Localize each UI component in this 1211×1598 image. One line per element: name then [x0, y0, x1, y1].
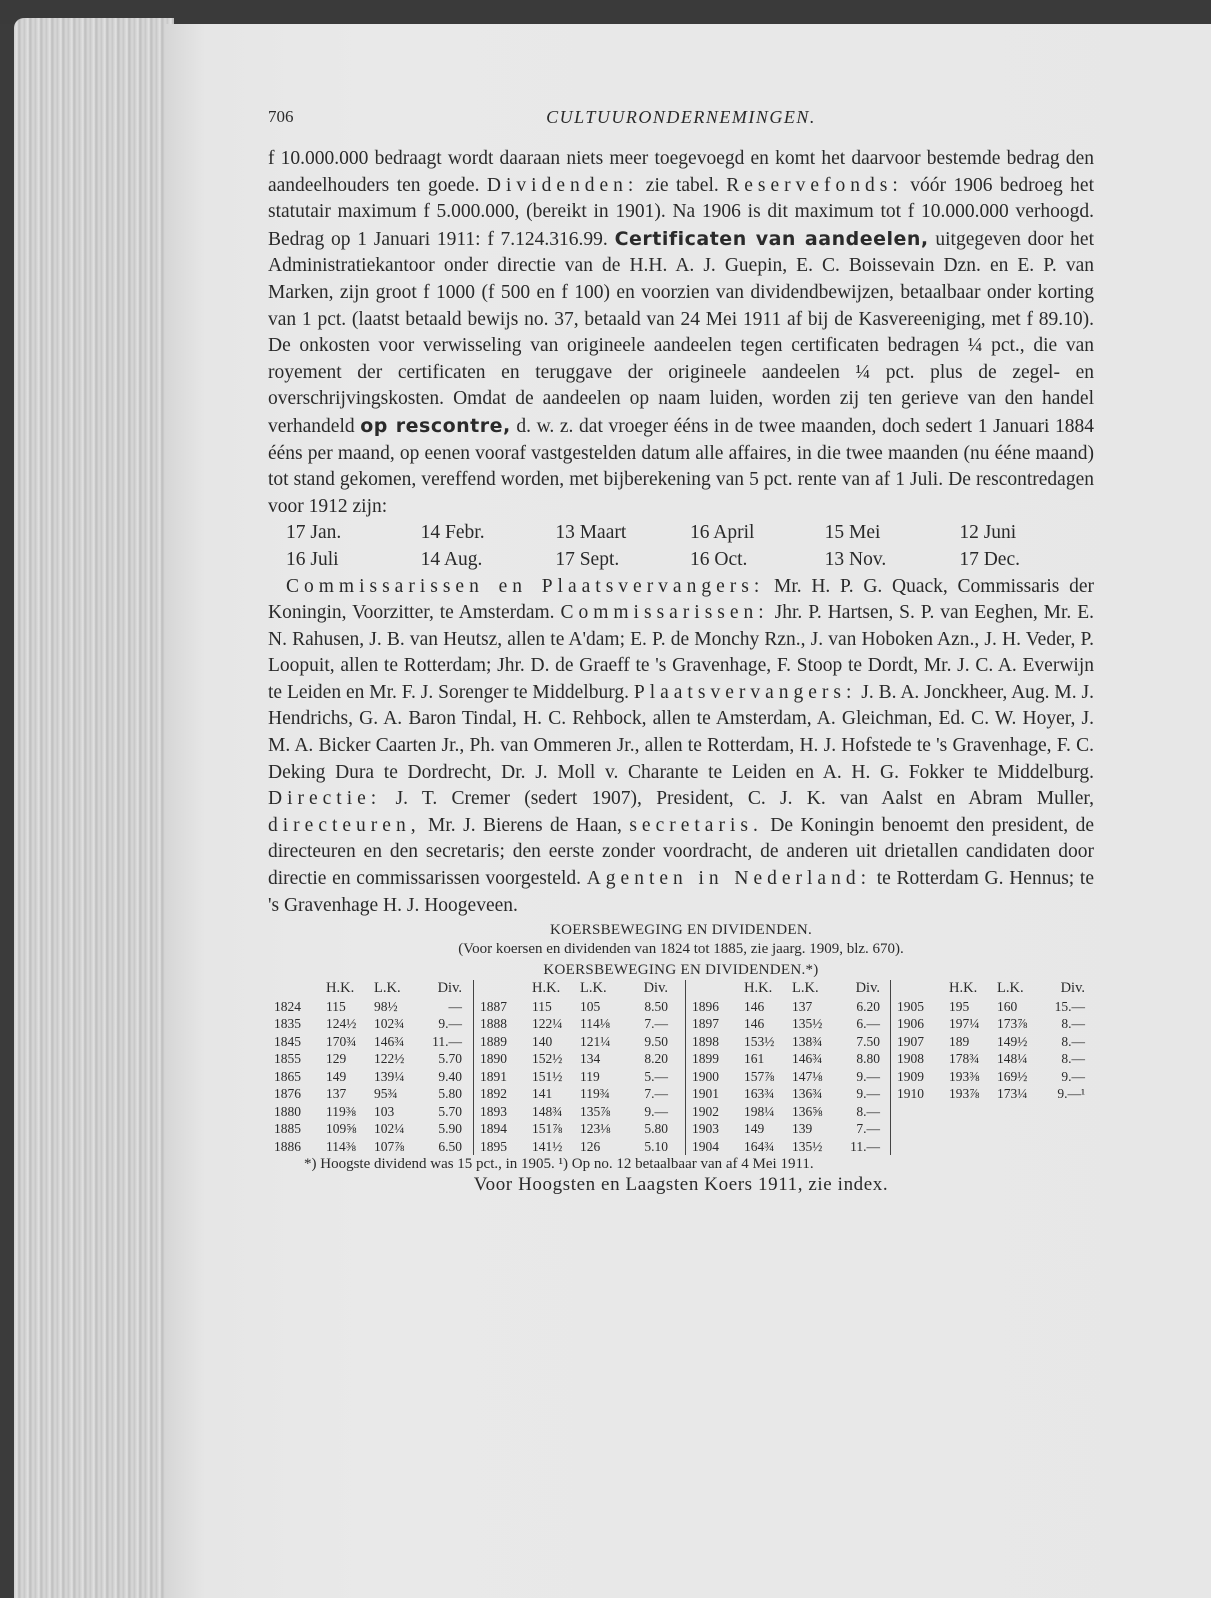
- table-row: [692, 1120, 884, 1138]
- high-price-cell: 115: [532, 998, 552, 1014]
- high-price-cell: 149: [326, 1068, 347, 1084]
- table-row: [274, 1068, 467, 1086]
- label-dividenden: Dividenden:: [486, 174, 639, 196]
- year-cell: 1900: [692, 1068, 719, 1084]
- table-header-cell: H.K.: [744, 980, 773, 997]
- label-reservefonds: Reservefonds:: [726, 174, 903, 196]
- low-price-cell: 148¼: [997, 1051, 1028, 1067]
- year-cell: 1899: [692, 1051, 719, 1067]
- low-price-cell: 139: [792, 1121, 813, 1137]
- rescontre-date: 14 Aug.: [420, 548, 483, 570]
- rescontre-date: 16 April: [690, 522, 755, 544]
- high-price-cell: 148¾: [532, 1103, 563, 1119]
- dividend-cell: 9.—: [856, 1068, 880, 1084]
- table-header-cell: L.K.: [792, 980, 819, 997]
- table-header-cell: Div.: [855, 980, 880, 997]
- table-subtitle: (Voor koersen en dividenden van 1824 tot 1885, zie jaarg. 1909, blz. 670).: [458, 941, 904, 958]
- table-row: [480, 1085, 679, 1103]
- table-row: [692, 998, 884, 1016]
- year-cell: 1889: [480, 1033, 507, 1049]
- low-price-cell: 149½: [997, 1033, 1028, 1049]
- dividend-cell: 5.70: [438, 1051, 462, 1067]
- table-header-row: [480, 980, 679, 998]
- low-price-cell: 136¾: [792, 1086, 823, 1102]
- table-column-block: [890, 980, 1094, 1155]
- rescontre-date: 17 Jan.: [286, 522, 342, 544]
- low-price-cell: 107⅞: [374, 1138, 405, 1154]
- low-price-cell: 102¼: [374, 1121, 405, 1137]
- table-row: [480, 1138, 679, 1156]
- low-price-cell: 169½: [997, 1068, 1028, 1084]
- low-price-cell: 147⅛: [792, 1068, 823, 1084]
- table-row: [274, 1085, 467, 1103]
- text-span: J. B. A. Jonckheer, Aug. M. J. Hendrichs, G. A. Baron Tindal, H. C. Rehbock, allen te Amsterdam, A. Gleichman, Ed. C. W. Hoyer, J. M. A. Bicker Caarten Jr., Ph. van Ommeren Jr., allen te Rotterdam, H. J. Hofstede te 's Gravenhage, F. C. Deking Dura te Dordrecht, Dr. J. Moll v. Charante te Leiden en A. H. G. Fokker te Middelburg.: [268, 681, 1094, 783]
- rescontre-date: 13 Maart: [555, 522, 627, 544]
- table-header-cell: [274, 980, 326, 998]
- dividend-cell: 6.—: [856, 1016, 880, 1032]
- year-cell: 1909: [897, 1068, 924, 1084]
- high-price-cell: 193⅜: [949, 1068, 980, 1084]
- year-cell: 1902: [692, 1103, 719, 1119]
- dividend-cell: 5.90: [438, 1121, 462, 1137]
- dividend-cell: 9.40: [438, 1068, 462, 1084]
- year-cell: 1892: [480, 1086, 507, 1102]
- high-price-cell: 115: [326, 998, 346, 1014]
- price-dividend-table: [268, 980, 1094, 1155]
- table-row: [274, 998, 467, 1016]
- year-cell: 1903: [692, 1121, 719, 1137]
- book-page-edges: [14, 18, 174, 1598]
- rescontre-date: 13 Nov.: [824, 548, 887, 570]
- label-certificaten: Certificaten van aandeelen,: [614, 227, 929, 250]
- low-price-cell: 119: [580, 1068, 600, 1084]
- dividend-cell: 7.—: [644, 1016, 668, 1032]
- dividend-cell: 5.10: [644, 1138, 668, 1154]
- high-price-cell: 141½: [532, 1138, 563, 1154]
- text-span: vóór 1906 bedroeg het statutair maximum f 5.000.000, (bereikt in 1901). Na 1906 is dit maximum tot f 10.000.000 verhoogd. Bedrag op 1 Januari 1911: f 7.124.316.99.: [268, 174, 1094, 250]
- year-cell: 1855: [274, 1051, 301, 1067]
- year-cell: 1888: [480, 1016, 507, 1032]
- low-price-cell: 135½: [792, 1016, 823, 1032]
- dividend-cell: 9.—: [438, 1016, 462, 1032]
- table-column-block: [685, 980, 890, 1155]
- high-price-cell: 122¼: [532, 1016, 563, 1032]
- rescontre-date: 12 Juni: [959, 522, 1017, 544]
- high-price-cell: 153½: [744, 1033, 775, 1049]
- low-price-cell: 146¾: [792, 1051, 823, 1067]
- high-price-cell: 163¾: [744, 1086, 775, 1102]
- low-price-cell: 122½: [374, 1051, 405, 1067]
- dividend-cell: 5.80: [644, 1121, 668, 1137]
- high-price-cell: 151½: [532, 1068, 563, 1084]
- dividend-cell: 9.—: [644, 1103, 668, 1119]
- rescontre-date: 16 Oct.: [690, 548, 748, 570]
- high-price-cell: 161: [744, 1051, 765, 1067]
- dividend-cell: 11.—: [850, 1138, 880, 1154]
- rescontre-date: 14 Febr.: [420, 522, 485, 544]
- high-price-cell: 164¾: [744, 1138, 775, 1154]
- table-title: KOERSBEWEGING EN DIVIDENDEN.: [549, 922, 813, 939]
- high-price-cell: 109⅝: [326, 1121, 357, 1137]
- dividend-cell: 8.—: [1061, 1033, 1085, 1049]
- year-cell: 1893: [480, 1103, 507, 1119]
- table-header-row: [897, 980, 1088, 998]
- low-price-cell: 95¾: [374, 1086, 398, 1102]
- table-header-cell: L.K.: [997, 980, 1024, 997]
- table-row: [480, 1050, 679, 1068]
- table-header-cell: [692, 980, 744, 998]
- low-price-cell: 173⅞: [997, 1016, 1028, 1032]
- text-span: Jhr. P. Hartsen, S. P. van Eeghen, Mr. E. N. Rahusen, J. B. van Heutsz, allen te A'dam; E. P. de Monchy Rzn., J. van Hoboken Azn., J. H. Veder, P. Loopuit, allen te Rotterdam; Jhr. D. de Graeff te 's Gravenhage, F. Stoop te Dordt, Mr. J. C. A. Everwijn te Leiden en Mr. F. J. Sorenger te Middelburg.: [268, 602, 1094, 703]
- dividend-cell: 8.80: [856, 1051, 880, 1067]
- table-row: [480, 1120, 679, 1138]
- text-span: De Koningin benoemt den president, de directeuren en den secretaris; den eerste zonder voordracht, de anderen uit drietallen candidaten door directie en commissarissen voorgesteld.: [268, 814, 1094, 890]
- table-row: [897, 1085, 1088, 1103]
- high-price-cell: 193⅞: [949, 1086, 980, 1102]
- text-span: zie tabel.: [638, 174, 727, 196]
- high-price-cell: 170¾: [326, 1033, 357, 1049]
- table-row: [692, 1015, 884, 1033]
- high-price-cell: 198¼: [744, 1103, 775, 1119]
- table-header-cell: H.K.: [949, 980, 978, 997]
- label-plaatsvervangers: Plaatsvervangers:: [633, 681, 857, 703]
- table-row: [692, 1033, 884, 1051]
- table-row: [897, 998, 1088, 1016]
- table-row: [692, 1068, 884, 1086]
- dividend-cell: 8.20: [644, 1051, 668, 1067]
- high-price-cell: 146: [744, 1016, 765, 1032]
- high-price-cell: 197¼: [949, 1016, 980, 1032]
- label-directie: Directie:: [268, 788, 382, 810]
- table-header-cell: Div.: [1060, 980, 1085, 997]
- text-span: te Rotterdam G. Hennus; te 's Gravenhage H. J. Hoogeveen.: [268, 868, 1094, 916]
- year-cell: 1904: [692, 1138, 719, 1154]
- table-header-cell: L.K.: [374, 980, 401, 997]
- year-cell: 1885: [274, 1121, 301, 1137]
- table-inner-title: KOERSBEWEGING EN DIVIDENDEN.*): [543, 962, 819, 979]
- low-price-cell: 102¾: [374, 1016, 405, 1032]
- table-row: [480, 1033, 679, 1051]
- table-row: [480, 998, 679, 1016]
- high-price-cell: 149: [744, 1121, 765, 1137]
- high-price-cell: 157⅞: [744, 1068, 775, 1084]
- low-price-cell: 146¾: [374, 1033, 405, 1049]
- low-price-cell: 119¾: [580, 1086, 610, 1102]
- high-price-cell: 152½: [532, 1051, 563, 1067]
- text-span: uitgegeven door het Administratiekantoor onder directie van de H.H. A. J. Guepin, E. C. Boissevain Dzn. en E. P. van Marken, zijn groot f 1000 (f 500 en f 100) en voorzien van dividendbewijzen, betaalbaar onder korting van 1 pct. (laatst betaald bewijs no. 37, betaald van 24 Mei 1911 af bij de Kasvereeniging, met f 89.10). De onkosten voor verwisseling van origineele aandeelen tegen certificaten bedragen ¼ pct., die van royement der certificaten en teruggave der origineele aandeelen ¼ pct. plus de zegel- en overschrijvingskosten. Omdat de aandeelen op naam luiden, worden zij ten gerieve van den handel verhandeld: [268, 228, 1094, 437]
- high-price-cell: 195: [949, 998, 970, 1014]
- table-column-block: [268, 980, 473, 1155]
- year-cell: 1896: [692, 998, 719, 1014]
- year-cell: 1905: [897, 998, 924, 1014]
- dividend-cell: 7.—: [644, 1086, 668, 1102]
- index-reference: Voor Hoogsten en Laagsten Koers 1911, zie index.: [473, 1174, 889, 1196]
- dividend-cell: —: [448, 998, 462, 1014]
- low-price-cell: 121¼: [580, 1033, 611, 1049]
- table-row: [692, 1085, 884, 1103]
- text-span: f 10.000.000 bedraagt wordt daaraan niets meer toegevoegd en komt het daarvoor bestemde bedrag den aandeelhouders ten goede.: [268, 148, 1094, 196]
- dividend-cell: 8.50: [644, 998, 668, 1014]
- text-span: Mr. H. P. G. Quack, Commissaris der Koningin, Voorzitter, te Amsterdam.: [268, 575, 1094, 624]
- table-row: [274, 1015, 467, 1033]
- page-content: [268, 104, 1094, 1197]
- page-number: 706: [268, 107, 294, 126]
- table-row: [897, 1050, 1088, 1068]
- low-price-cell: 114⅛: [580, 1016, 610, 1032]
- dividend-cell: 9.50: [644, 1033, 668, 1049]
- year-cell: 1901: [692, 1086, 719, 1102]
- text-span: J. T. Cremer (sedert 1907), President, C. J. K. van Aalst en Abram Muller,: [381, 788, 1094, 810]
- table-row: [274, 1050, 467, 1068]
- label-commissarissen: Commissarissen:: [560, 602, 769, 624]
- dividend-cell: 9.—: [1061, 1068, 1085, 1084]
- year-cell: 1824: [274, 998, 301, 1014]
- high-price-cell: 119⅜: [326, 1103, 356, 1119]
- low-price-cell: 160: [997, 998, 1018, 1014]
- low-price-cell: 136⅝: [792, 1103, 823, 1119]
- table-header-cell: H.K.: [532, 980, 561, 997]
- table-row: [897, 1068, 1088, 1086]
- table-row: [274, 1120, 467, 1138]
- dividend-cell: 6.50: [438, 1138, 462, 1154]
- rescontre-date: 17 Dec.: [959, 548, 1020, 570]
- running-head: [268, 104, 1094, 134]
- table-row: [480, 1015, 679, 1033]
- year-cell: 1890: [480, 1051, 507, 1067]
- low-price-cell: 103: [374, 1103, 395, 1119]
- year-cell: 1910: [897, 1086, 924, 1102]
- dividend-cell: 5.80: [438, 1086, 462, 1102]
- dividend-cell: 9.—¹: [1057, 1086, 1085, 1102]
- year-cell: 1907: [897, 1033, 924, 1049]
- year-cell: 1894: [480, 1121, 507, 1137]
- label-commissarissen-plaatsvervangers: Commissarissen en Plaatsvervangers:: [286, 575, 765, 597]
- table-header-cell: H.K.: [326, 980, 355, 997]
- dividend-cell: 7.—: [856, 1121, 880, 1137]
- low-price-cell: 105: [580, 998, 601, 1014]
- table-header-cell: [480, 980, 532, 998]
- table-row: [274, 1138, 467, 1156]
- year-cell: 1906: [897, 1016, 924, 1032]
- rescontre-date: 17 Sept.: [555, 548, 620, 570]
- low-price-cell: 134: [580, 1051, 601, 1067]
- low-price-cell: 126: [580, 1138, 601, 1154]
- dividend-cell: 8.—: [856, 1103, 880, 1119]
- low-price-cell: 137: [792, 998, 813, 1014]
- dividend-cell: 5.70: [438, 1103, 462, 1119]
- low-price-cell: 173¼: [997, 1086, 1028, 1102]
- high-price-cell: 178¾: [949, 1051, 980, 1067]
- low-price-cell: 135½: [792, 1138, 823, 1154]
- rescontre-date: 15 Mei: [824, 522, 881, 544]
- table-header-row: [692, 980, 884, 998]
- high-price-cell: 114⅜: [326, 1138, 356, 1154]
- paragraph-dividends-certificates: [268, 146, 1094, 520]
- running-title: CULTUURONDERNEMINGEN.: [546, 107, 816, 127]
- high-price-cell: 151⅞: [532, 1121, 563, 1137]
- rescontre-date: 16 Juli: [286, 548, 339, 570]
- year-cell: 1887: [480, 998, 507, 1014]
- table-row: [480, 1068, 679, 1086]
- year-cell: 1895: [480, 1138, 507, 1154]
- low-price-cell: 139¼: [374, 1068, 405, 1084]
- table-column-block: [473, 980, 685, 1155]
- year-cell: 1886: [274, 1138, 301, 1154]
- table-row: [897, 1015, 1088, 1033]
- dividend-cell: 15.—: [1054, 998, 1085, 1014]
- label-op-rescontre: op rescontre,: [360, 414, 511, 437]
- table-row: [274, 1033, 467, 1051]
- label-agenten: Agenten in Nederland:: [586, 868, 872, 890]
- high-price-cell: 124½: [326, 1016, 357, 1032]
- table-header-cell: L.K.: [580, 980, 607, 997]
- high-price-cell: 146: [744, 998, 765, 1014]
- low-price-cell: 123⅛: [580, 1121, 611, 1137]
- label-secretaris: secretaris.: [629, 814, 763, 836]
- year-cell: 1876: [274, 1086, 301, 1102]
- low-price-cell: 98½: [374, 998, 398, 1014]
- year-cell: 1891: [480, 1068, 507, 1084]
- high-price-cell: 189: [949, 1033, 970, 1049]
- dividend-cell: 9.—: [856, 1086, 880, 1102]
- dividend-cell: 7.50: [856, 1033, 880, 1049]
- scan-top-border: [0, 0, 1211, 24]
- dividend-cell: 6.20: [856, 998, 880, 1014]
- table-row: [480, 1103, 679, 1121]
- paragraph-board: [268, 574, 1094, 920]
- year-cell: 1898: [692, 1033, 719, 1049]
- dividend-cell: 11.—: [432, 1033, 462, 1049]
- year-cell: 1865: [274, 1068, 301, 1084]
- table-header-row: [274, 980, 467, 998]
- dividend-cell: 5.—: [644, 1068, 668, 1084]
- text-span: d. w. z. dat vroeger ééns in de twee maanden, doch sedert 1 Januari 1884 ééns per maand, op eenen vooraf vastgestelden datum alle affaires, in die twee maanden (nu ééne maand) tot stand gekomen, vereffend worden, met bijberekening van 5 pct. rente van af 1 Juli. De rescontredagen voor 1912 zijn:: [268, 415, 1095, 517]
- low-price-cell: 138¾: [792, 1033, 823, 1049]
- high-price-cell: 137: [326, 1086, 347, 1102]
- table-header-cell: [897, 980, 949, 998]
- table-row: [897, 1033, 1088, 1051]
- dividend-cell: 8.—: [1061, 1051, 1085, 1067]
- year-cell: 1908: [897, 1051, 924, 1067]
- label-directeuren: directeuren,: [268, 814, 421, 836]
- text-span: Mr. J. Bierens de Haan,: [420, 814, 630, 836]
- table-row: [692, 1103, 884, 1121]
- dividend-cell: 8.—: [1061, 1016, 1085, 1032]
- table-row: [692, 1138, 884, 1156]
- table-header-cell: Div.: [437, 980, 462, 997]
- table-header-cell: Div.: [643, 980, 668, 997]
- year-cell: 1880: [274, 1103, 301, 1119]
- year-cell: 1897: [692, 1016, 719, 1032]
- table-row: [274, 1103, 467, 1121]
- low-price-cell: 135⅞: [580, 1103, 611, 1119]
- table-footnote: *) Hoogste dividend was 15 pct., in 1905. ¹) Op no. 12 betaalbaar van af 4 Mei 1911.: [304, 1156, 814, 1173]
- rescontre-dates-grid: [268, 520, 1094, 573]
- high-price-cell: 140: [532, 1033, 553, 1049]
- year-cell: 1835: [274, 1016, 301, 1032]
- year-cell: 1845: [274, 1033, 301, 1049]
- table-row: [692, 1050, 884, 1068]
- high-price-cell: 129: [326, 1051, 347, 1067]
- high-price-cell: 141: [532, 1086, 553, 1102]
